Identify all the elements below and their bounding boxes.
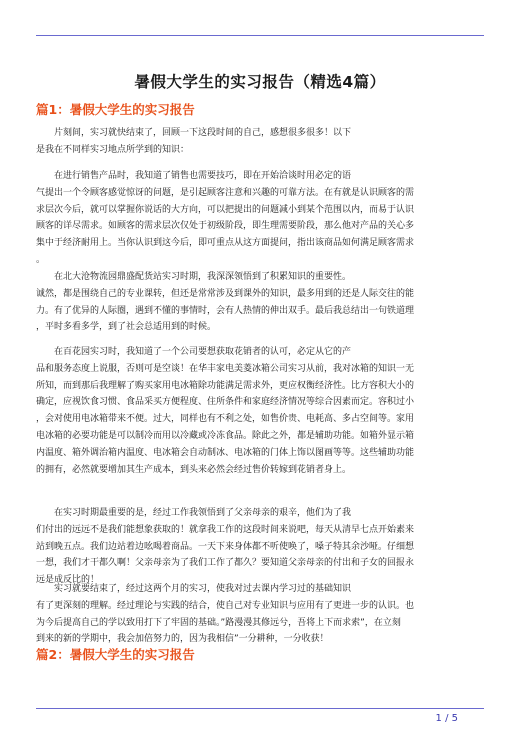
section-heading-2: 篇2：暑假大学生的实习报告 [36, 647, 195, 662]
text-line: 。 [36, 254, 46, 265]
section-heading-1: 篇1：暑假大学生的实习报告 [36, 102, 195, 117]
text-line: 确定，应视饮食习惯、食品采买方便程度、住所条件和家庭经济情况等综合因素而定。容积过小 [36, 397, 415, 408]
text-line: 站到晚五点。我们边站着边吆喝着商品。一天下来身体都不听使唤了，嗓子特其余沙哑。仔细想 [36, 541, 415, 552]
text-line: 实习就要结束了，经过这两个月的实习，使我对过去课内学习过的基础知识 [54, 584, 352, 594]
paragraph-4 [36, 344, 484, 478]
text-line: 为今后提高自己的学以致用打下了牢固的基础。”路漫漫其修远兮，吾将上下而求索”，在立刻 [36, 617, 401, 628]
footer-rule [36, 708, 484, 709]
text-line: ，会对使用电冰箱带来不便。过大，同样也有不利之处，如售价贵、电耗高、多占空间等。家用 [36, 414, 415, 425]
paragraph-6 [36, 581, 484, 648]
text-line: 求层次今后，就可以掌握你说话的大方向，可以把提出的问题减小到某个范围以内，而易于认识 [36, 204, 415, 215]
text-line: 到来的新的学期中，我会加倍努力的，因为我相信”一分耕种，一分收获！ [36, 634, 329, 645]
text-line: 是我在不同样实习地点所学到的知识： [36, 144, 190, 155]
text-line: 的拥有，必然就要增加其生产成本，到头来必然会经过售价转嫁到花销者身上。 [36, 464, 352, 475]
text-line: 内温度、箱外调治箱内温度、电冰箱会自动制冰、电冰箱的门体上饰以图画等等。这些辅助功能 [36, 447, 415, 458]
paragraph-1 [36, 125, 484, 159]
text-line: 片刻间，实习就快结束了，回顾一下这段时间的自己，感想很多很多！以下 [54, 128, 352, 138]
text-line: 气提出一个令顾客感觉惊讶的问题，是引起顾客注意和兴趣的可靠方法。在有就是认识顾客的需 [36, 187, 415, 198]
header-rule [36, 35, 484, 36]
paragraph-5 [36, 505, 484, 589]
document-title: 暑假大学生的实习报告（精选4篇） [134, 73, 386, 91]
text-line: 电冰箱的必要功能是可以制冷而用以冷藏或冷冻食品。除此之外，都是辅助功能。如箱外显示箱 [36, 430, 415, 441]
text-line: 一想，我们才干都久啊！父亲母亲为了我们工作了都久？要知道父亲母亲的付出和子女的回报永 [36, 558, 415, 569]
text-line: 在实习时期最重要的是，经过工作我领悟到了父亲母亲的艰辛，他们为了我 [54, 508, 352, 518]
text-line: ，平时多看多学，到了社会总适用到的时候。 [36, 322, 217, 333]
text-line: 们付出的远远不是我们能想象获取的！就拿我工作的这段时间来说吧，每天从清早七点开始素来 [36, 524, 415, 535]
text-line: 集中于经济耐用上。当你认识到这今后，即可重点从这方面提问，指出该商品如何满足顾客需求 [36, 238, 415, 249]
text-line: 远是成反比的！ [36, 575, 100, 586]
text-line: 有了更深刻的理解。经过理论与实践的结合，使自己对专业知识与应用有了更进一步的认识。也 [36, 600, 415, 611]
text-line: 顾客的详尽需求。如顾客的需求层次仅处于初级阶段，即生理需要阶段，那么他对产品的关心多 [36, 221, 415, 232]
text-line: 在北大沧物流园鼎盛配货站实习时期，我深深领悟到了积累知识的重要性。 [54, 272, 352, 282]
text-line: 力。有了优异的人际圈，遇到不懂的事情时，会有人热情的伸出双手。最后我总结出一句铁道理 [36, 305, 415, 316]
paragraph-3 [36, 269, 484, 336]
text-line: 诚然，都是围绕自己的专业课转，但还是常常涉及到课外的知识，最多用到的还是人际交往的能 [36, 288, 415, 299]
text-line: 在进行销售产品时，我知道了销售也需要技巧，即在开始洽谈时用必定的语 [54, 171, 352, 181]
text-line: 在百花园实习时，我知道了一个公司要想获取花销者的认可，必定从它的产 [54, 347, 352, 357]
text-line: 所知，而到那后我理解了购买家用电冰箱除功能满足需求外，更应权衡经济性。比方容积大小的 [36, 380, 415, 391]
page-indicator: 1 / 5 [435, 713, 458, 724]
paragraph-2 [36, 168, 484, 269]
text-line: 品和服务态度上说服，否则可是空谈！在华丰家电美菱冰箱公司实习从前，我对冰箱的知识一无 [36, 363, 415, 374]
